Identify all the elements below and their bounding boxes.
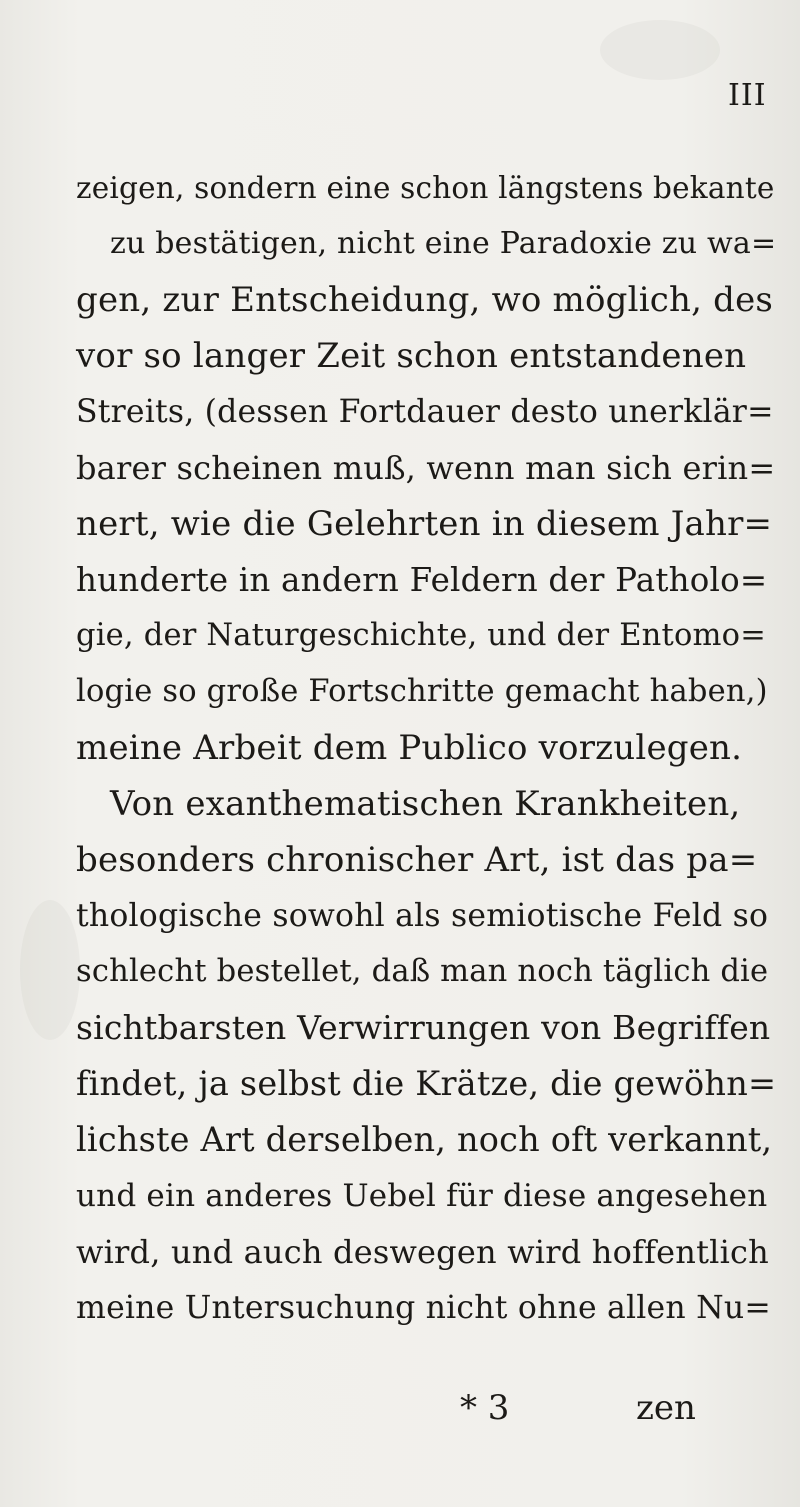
text-line: gen, zur Entscheidung, wo möglich, des [76,280,774,320]
text-line: barer scheinen muß, wenn man sich erin= [76,449,776,487]
text-line: vor so langer Zeit schon entstandenen [76,336,747,376]
text-line: zeigen, sondern eine schon längstens bekante [76,171,775,205]
text-line: Von exanthematischen Krankheiten, [110,784,741,824]
text-line: schlecht bestellet, daß man noch täglich die [76,954,769,989]
text-line: thologische sowohl als semiotische Feld so [76,898,769,934]
paper-stain [600,20,720,80]
text-line: nert, wie die Gelehrten in diesem Jahr= [76,504,773,544]
text-line: zu bestätigen, nicht eine Paradoxie zu wa= [110,226,777,261]
text-line: hunderte in andern Feldern der Patholo= [76,561,768,599]
text-line: logie so große Fortschritte gemacht haben,) [76,674,768,709]
paper-stain [20,900,80,1040]
body-text [76,160,776,1336]
text-line: gie, der Naturgeschichte, und der Entomo= [76,618,766,653]
signature-mark: * 3 [460,1388,510,1428]
catchword: zen [636,1388,696,1428]
text-line: besonders chronischer Art, ist das pa= [76,840,758,880]
text-line: Streits, (dessen Fortdauer desto unerklär= [76,394,774,430]
text-line: lichste Art derselben, noch oft verkannt, [76,1120,773,1159]
text-line: und ein anderes Uebel für diese angesehen [76,1178,768,1214]
text-line: meine Arbeit dem Publico vorzulegen. [76,728,743,768]
text-line: meine Untersuchung nicht ohne allen Nu= [76,1290,771,1326]
page-number: III [728,78,767,113]
text-line: sichtbarsten Verwirrungen von Begriffen [76,1008,771,1047]
text-line: wird, und auch deswegen wird hoffentlich [76,1233,769,1271]
text-line: findet, ja selbst die Krätze, die gewöhn= [76,1064,777,1103]
page-footer [0,1388,800,1438]
